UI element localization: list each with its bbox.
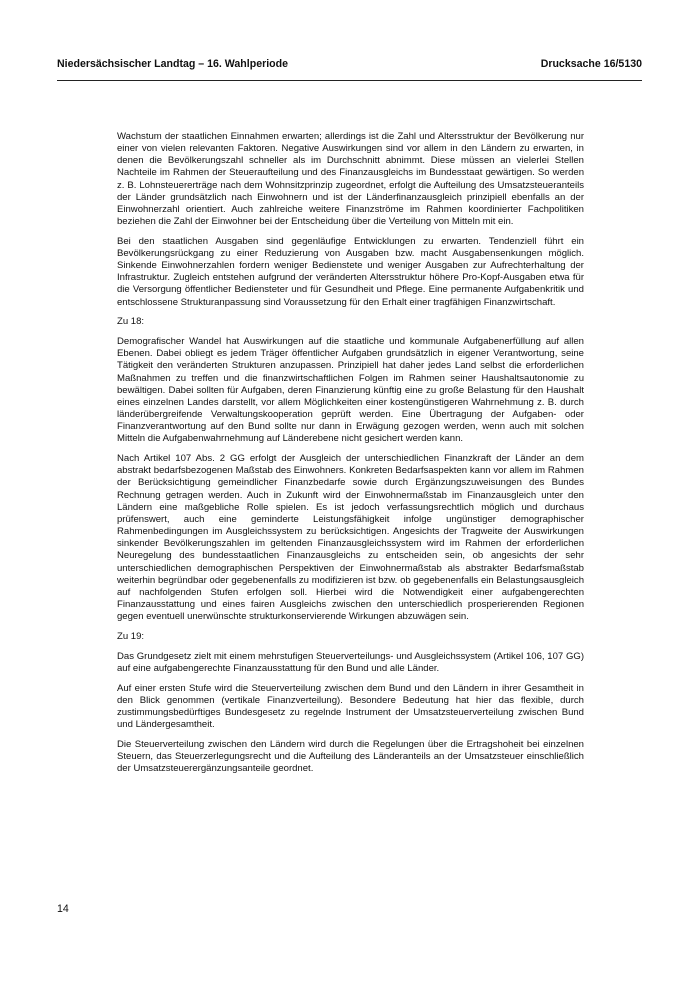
paragraph-demographic-change: Demografischer Wandel hat Auswirkungen auf die staatliche und kommunale Aufgabenerfüllung auf allen Ebenen. Dabei obliegt es jedem Träger öffentlicher Aufgaben grundsätzlich in eigener Verantwortung, seine Tätigkeit den veränderten Strukturen anzupassen. Prinzipiell hat daher jedes Land selbst die erforderlichen Maßnahmen zu treffen und die finanzwirtschaftlichen Folgen im Rahmen seiner Haushaltsautonomie zu bewältigen. Dabei sollten für Aufgaben, deren Finanzierung künftig eine zu große Belastung für den Haushalt eines einzelnen Landes darstellt, vor allem Möglichkeiten einer kostengünstigeren Wahrnehmung z. B. durch länderübergreifende Verwaltungskooperation geprüft werden. Eine Übertragung der Aufgaben- oder Finanzverantwortung auf den Bund sollte nur dann in Erwägung gezogen werden, wenn auch mit solchen Mitteln die Aufgabenwahrnehmung auf Länderebene nicht gesichert werden kann. <box>117 336 584 445</box>
body-text <box>117 131 584 783</box>
paragraph-tax-distribution: Die Steuerverteilung zwischen den Ländern wird durch die Regelungen über die Ertragshoheit bei einzelnen Steuern, das Steuerzerlegungsrecht und die Aufteilung des Länderanteils an der Umsatzsteuer einschließlich der Umsatzsteuerergänzungsanteile geordnet. <box>117 738 584 775</box>
paragraph-expenditure: Bei den staatlichen Ausgaben sind gegenläufige Entwicklungen zu erwarten. Tendenziell führt ein Bevölkerungsrückgang zu einer Reduzierung von Ausgaben bzw. macht Ausgabensenkungen möglich. Sinkende Einwohnerzahlen fordern weniger Bedienstete und weniger Ausgaben zur Aufrechterhaltung der Infrastruktur. Zugleich entstehen aufgrund der veränderten Altersstruktur höhere Pro-Kopf-Ausgaben etwa für die Versorgung öffentlicher Bediensteter und für Gesundheit und Pflege. Eine permanente Aufgabenkritik und entschlossene Strukturanpassung sind Voraussetzung für den Erhalt einer tragfähigen Finanzwirtschaft. <box>117 235 584 308</box>
document-number: Drucksache 16/5130 <box>540 58 642 70</box>
paragraph-first-stage: Auf einer ersten Stufe wird die Steuerverteilung zwischen dem Bund und den Ländern in ihrer Gesamtheit in den Blick genommen (vertikale Finanzverteilung). Besondere Bedeutung hat hier das flexible, durch zustimmungsbedürftiges Bundesgesetz zu regelnde Instrument der Umsatzsteuerverteilung zwischen Bund und Ländergesamtheit. <box>117 682 584 731</box>
section-heading-19: Zu 19: <box>117 630 145 642</box>
header-title: Niedersächsischer Landtag – 16. Wahlperiode <box>57 58 288 70</box>
paragraph-revenue: Wachstum der staatlichen Einnahmen erwarten; allerdings ist die Zahl und Altersstruktur der Bevölkerung nur einer von vielen relevanten Faktoren. Negative Auswirkungen sind vor allem in den Ländern zu erwarten, in denen die Bevölkerungszahl schneller als im Durchschnitt abnimmt. Diese müssen an vielerlei Stellen Nachteile im Rahmen der Steueraufteilung und des Finanzausgleichs im Bundesstaat gewärtigen. So werden z. B. Lohnsteuererträge nach dem Wohnsitzprinzip zugeordnet, erfolgt die Aufteilung des Umsatzsteueranteils der Länder grundsätzlich nach Einwohnern und ist der Länderfinanzausgleich prinzipiell ebenfalls an der Einwohnerzahl orientiert. Auch zahlreiche weitere Finanzströme im Rahmen koordinierter Fachpolitiken beziehen die Zahl der Einwohner bei der Entscheidung über die Verteilung von Mitteln mit ein. <box>117 131 584 228</box>
page-number: 14 <box>57 903 69 915</box>
paragraph-article-107: Nach Artikel 107 Abs. 2 GG erfolgt der Ausgleich der unterschiedlichen Finanzkraft der Länder an dem abstrakt bedarfsbezogenen Maßstab des Einwohners. Konkreten Bedarfsaspekten kann vor allem im Rahmen der Berücksichtigung gemeindlicher Finanzbedarfe sowie durch Ergänzungszuweisungen des Bundes Rechnung getragen werden. Auch in Zukunft wird der Einwohnermaßstab im Finanzausgleich unter den Ländern eine maßgebliche Rolle spielen. Es ist jedoch verfassungsrechtlich möglich und durchaus prüfenswert, auch eine geminderte Leistungsfähigkeit infolge ungünstiger demographischer Rahmenbedingungen im Ausgleichssystem zu berücksichtigen. Angesichts der Tragweite der Auswirkungen sinkender Bevölkerungszahlen im geltenden Finanzausgleichssystem wird im Rahmen der erforderlichen Neuregelung des bundesstaatlichen Finanzausgleichs zu entscheiden sein, ob angesichts der sehr unterschiedlichen demographischen Perspektiven der Einwohnermaßstab als abstrakter Bedarfsmaßstab weiterhin begründbar oder gegebenenfalls zu modifizieren ist bzw. ob gegebenenfalls ein Belastungsausgleich auf nachfolgenden Stufen erfolgen soll. Hierbei wird die Notwendigkeit einer aufgabengerechten Finanzausstattung und eines fairen Ausgleichs zwischen den unterschiedlich prosperierenden Regionen gegen eventuell unerwünschte strukturkonservierende Wirkungen abzuwägen sein. <box>117 453 584 623</box>
section-heading-18: Zu 18: <box>117 316 145 328</box>
page-header <box>57 58 642 81</box>
paragraph-grundgesetz: Das Grundgesetz zielt mit einem mehrstufigen Steuerverteilungs- und Ausgleichssystem (Artikel 106, 107 GG) auf eine aufgabengerechte Finanzausstattung für den Bund und alle Länder. <box>117 650 584 674</box>
